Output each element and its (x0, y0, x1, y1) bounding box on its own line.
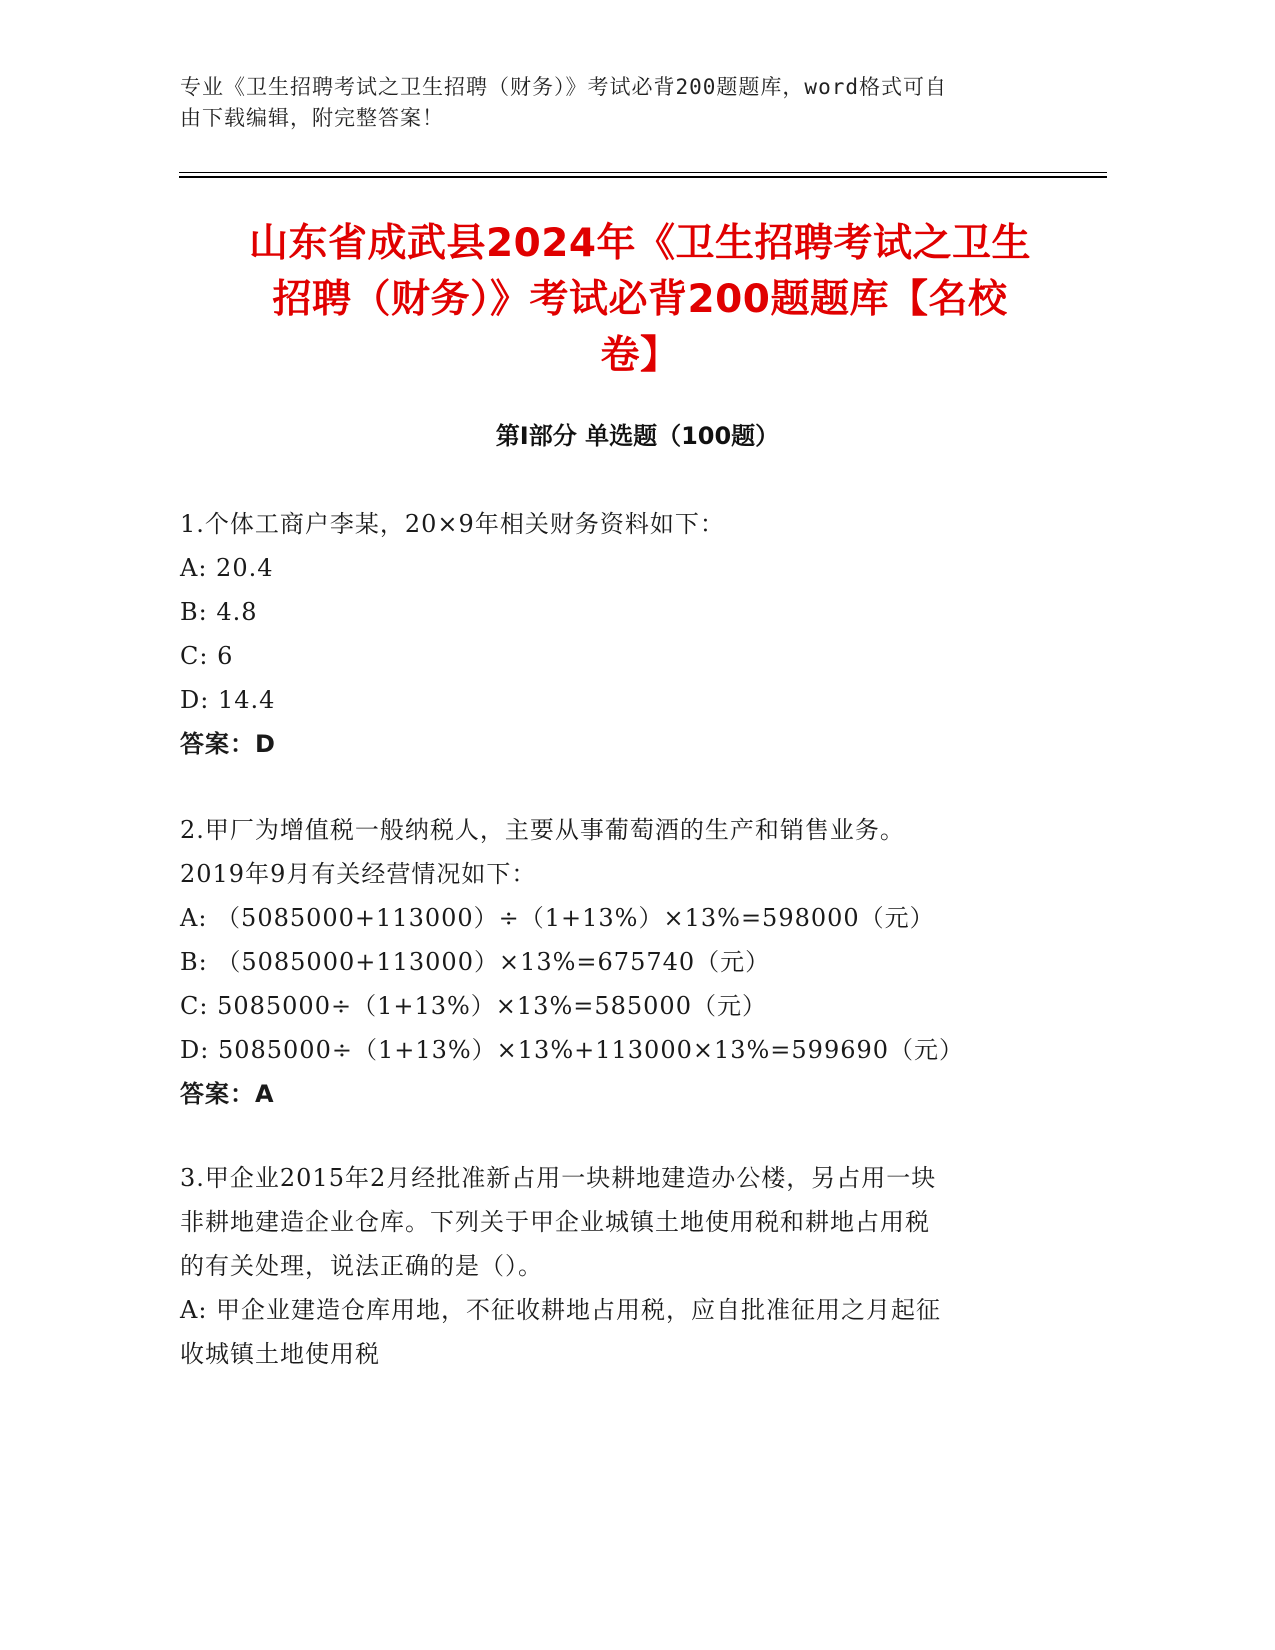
question-1-option-c: C: 6 (180, 642, 234, 670)
header-note (180, 72, 1060, 134)
question-1 (180, 502, 1040, 766)
question-3 (180, 1156, 1040, 1376)
question-2-stem-line-2: 2019年9月有关经营情况如下： (180, 860, 537, 888)
question-1-option-d: D: 14.4 (180, 686, 276, 714)
question-3-stem-line-3: 的有关处理，说法正确的是（）。 (180, 1252, 543, 1280)
question-1-option-b: B: 4.8 (180, 598, 258, 626)
header-divider-thick (179, 176, 1107, 178)
question-3-stem-line-1: 3.甲企业2015年2月经批准新占用一块耕地建造办公楼，另占用一块 (180, 1164, 937, 1192)
document-title (175, 216, 1105, 384)
question-1-option-a: A: 20.4 (180, 554, 274, 582)
question-2-answer: 答案：A (180, 1080, 275, 1108)
question-2-option-d: D: 5085000÷（1+13%）×13%+113000×13%=599690（元） (180, 1036, 965, 1064)
document-title-line-3: 卷】 (600, 333, 680, 378)
question-2-option-a: A: （5085000+113000）÷（1+13%）×13%=598000（元） (180, 904, 935, 932)
question-3-option-a-line-1: A: 甲企业建造仓库用地，不征收耕地占用税，应自批准征用之月起征 (180, 1296, 942, 1324)
header-note-line-1: 专业《卫生招聘考试之卫生招聘（财务）》考试必背200题题库，word格式可自 (180, 75, 947, 99)
section-heading: 第I部分 单选题（100题） (495, 422, 780, 450)
question-2 (180, 808, 1040, 1116)
question-3-stem-line-2: 非耕地建造企业仓库。下列关于甲企业城镇土地使用税和耕地占用税 (180, 1208, 930, 1236)
header-note-line-2: 由下载编辑，附完整答案！ (180, 106, 444, 130)
question-2-option-c: C: 5085000÷（1+13%）×13%=585000（元） (180, 992, 767, 1020)
document-title-line-2: 招聘（财务）》考试必背200题题库【名校 (272, 277, 1008, 322)
header-divider-thin (179, 172, 1107, 173)
question-2-option-b: B: （5085000+113000）×13%=675740（元） (180, 948, 771, 976)
question-3-option-a-line-2: 收城镇土地使用税 (180, 1340, 380, 1368)
document-title-line-1: 山东省成武县2024年《卫生招聘考试之卫生 (248, 221, 1032, 266)
question-2-stem-line-1: 2.甲厂为增值税一般纳税人，主要从事葡萄酒的生产和销售业务。 (180, 816, 905, 844)
question-1-answer: 答案：D (180, 730, 276, 758)
question-1-stem: 1.个体工商户李某，20×9年相关财务资料如下： (180, 510, 725, 538)
